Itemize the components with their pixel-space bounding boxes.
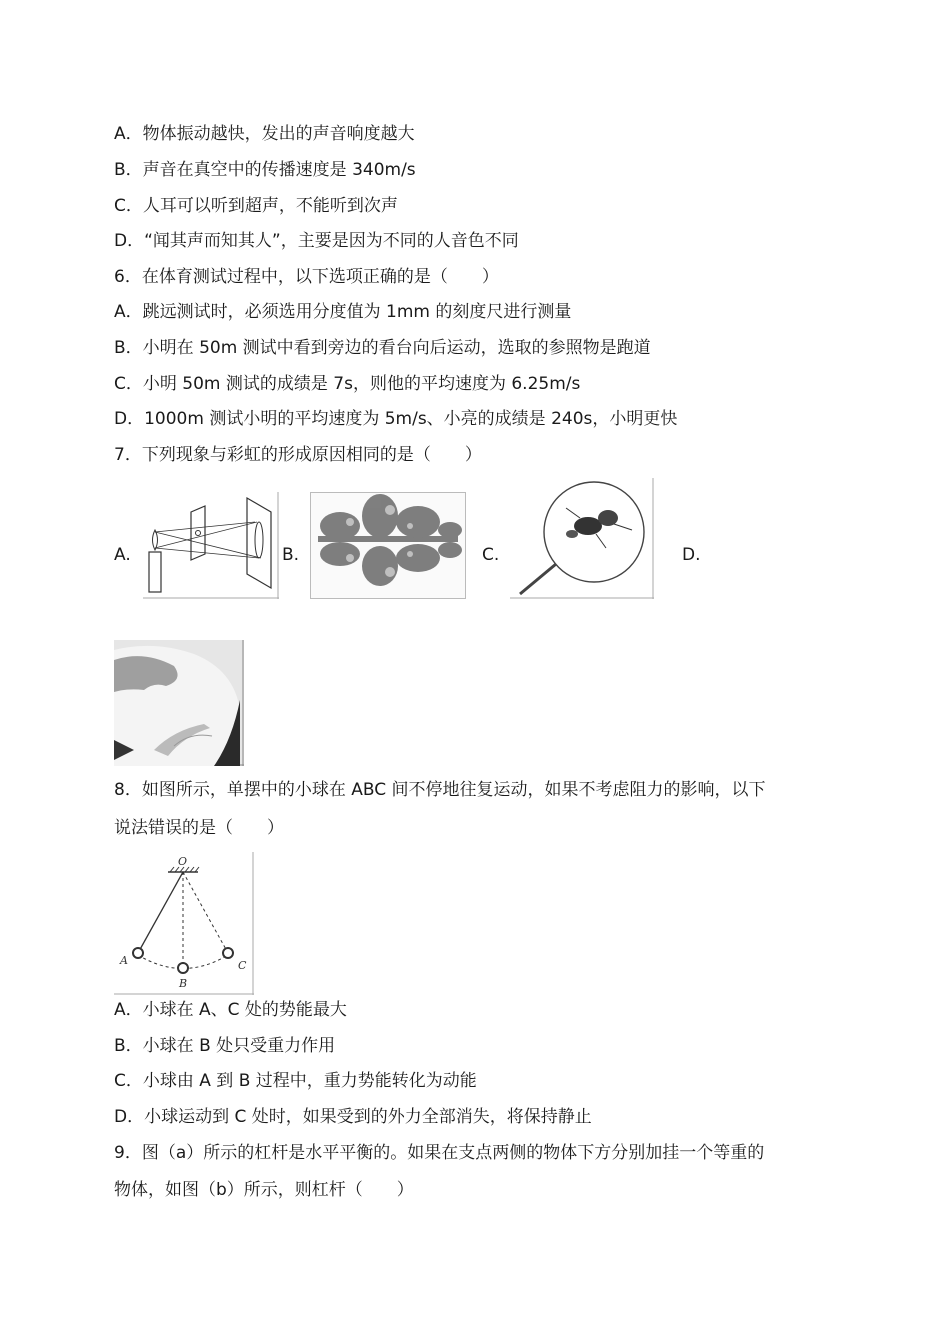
q7-figure-c-magnifier-image xyxy=(510,478,654,599)
pendulum-label-a: A xyxy=(120,954,128,967)
q8-option-c: C．小球由 A 到 B 过程中，重力势能转化为动能 xyxy=(114,1071,477,1091)
q6-option-d: D．1000m 测试小明的平均速度为 5m/s、小亮的成绩是 240s，小明更快 xyxy=(114,409,678,429)
q8-option-b: B．小球在 B 处只受重力作用 xyxy=(114,1036,336,1056)
q6-option-c: C．小明 50m 测试的成绩是 7s，则他的平均速度为 6.25m/s xyxy=(114,374,581,394)
q6-stem: 6．在体育测试过程中，以下选项正确的是（ ） xyxy=(114,267,499,287)
q7-figure-d-shadow-image xyxy=(114,640,244,766)
pendulum-label-o: O xyxy=(178,855,188,868)
q8-option-a: A．小球在 A、C 处的势能最大 xyxy=(114,1000,347,1020)
q8-stem-line-1: 8．如图所示，单摆中的小球在 ABC 间不停地往复运动，如果不考虑阻力的影响，以下 xyxy=(114,780,766,800)
q8-pendulum-figure xyxy=(114,852,254,995)
q6-option-b: B．小明在 50m 测试中看到旁边的看台向后运动，选取的参照物是跑道 xyxy=(114,338,651,358)
q8-option-d: D．小球运动到 C 处时，如果受到的外力全部消失，将保持静止 xyxy=(114,1107,592,1127)
q7-figure-b-reflection-image xyxy=(310,492,466,599)
q7-label-a: A. xyxy=(114,545,131,565)
q6-option-a: A．跳远测试时，必须选用分度值为 1mm 的刻度尺进行测量 xyxy=(114,302,572,322)
q7-stem: 7．下列现象与彩虹的形成原因相同的是（ ） xyxy=(114,445,482,465)
q5-option-d: D．“闻其声而知其人”，主要是因为不同的人音色不同 xyxy=(114,231,519,251)
q5-option-b: B．声音在真空中的传播速度是 340m/s xyxy=(114,160,416,180)
q9-stem-line-2: 物体，如图（b）所示，则杠杆（ ） xyxy=(114,1180,414,1200)
pendulum-label-b: B xyxy=(179,977,188,990)
q9-stem-line-1: 9．图（a）所示的杠杆是水平平衡的。如果在支点两侧的物体下方分别加挂一个等重的 xyxy=(114,1143,765,1163)
q5-option-c: C．人耳可以听到超声，不能听到次声 xyxy=(114,196,398,216)
q7-label-d: D. xyxy=(682,545,701,565)
q5-option-a: A．物体振动越快，发出的声音响度越大 xyxy=(114,124,415,144)
q7-label-c: C. xyxy=(482,545,500,565)
q7-label-b: B. xyxy=(282,545,300,565)
q7-figure-a-candle-lens-image xyxy=(143,492,279,599)
q8-stem-line-2: 说法错误的是（ ） xyxy=(114,818,284,838)
pendulum-label-c: C xyxy=(238,959,247,972)
